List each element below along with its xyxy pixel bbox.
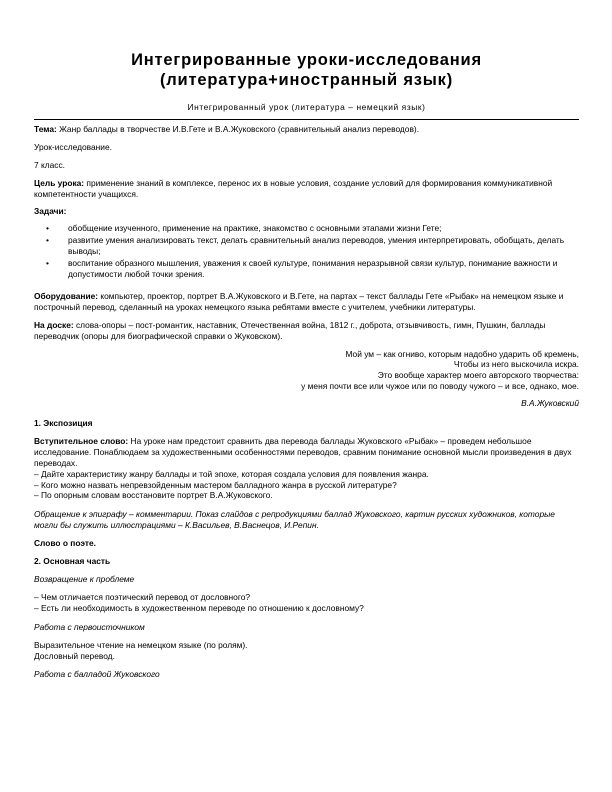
section2-heading: 2. Основная часть (34, 556, 111, 567)
grade: 7 класс. (34, 159, 65, 170)
list-item: • развитие умения анализировать текст, делать сравнительный анализ переводов, умения интерпретировать, обобщать, делать выводы; (68, 235, 579, 257)
lesson-type: Урок-исследование. (34, 141, 112, 152)
document-page (34, 50, 579, 687)
board-label: На доске: (34, 319, 74, 330)
title-line-2: (литература+иностранный язык) (159, 71, 454, 89)
zhukovsky-heading: Работа с балладой Жуковского (34, 669, 160, 680)
source-line: Дословный перевод. (34, 650, 115, 661)
question-line: – Есть ли необходимость в художественном переводе по отношению к дословному? (34, 602, 364, 613)
equipment-text: компьютер, проектор, портрет В.А.Жуковского и В.Гете, на партах – текст баллады Гете «Рыбак» на немецком языке и построчный перевод, сделанный на уроках немецкого языка ребятами вместе с учителем, учебники литературы. (34, 290, 564, 312)
section1-questions (34, 469, 579, 502)
source-lines (34, 640, 579, 662)
problem-questions (34, 592, 579, 614)
question-line: – Дайте характеристику жанру баллады и той эпохе, которая создала условия для появления жанра. (34, 468, 429, 479)
tasks-label: Задачи: (34, 206, 67, 217)
tasks-list (34, 223, 579, 280)
section1-heading: 1. Экспозиция (34, 418, 93, 429)
list-item: • обобщение изученного, применение на практике, знакомство с основными этапами жизни Гете; (68, 223, 579, 234)
epigraph-line: Это вообще характер моего авторского творчества: (377, 370, 579, 381)
problem-heading: Возвращение к проблеме (34, 574, 135, 584)
document-title (34, 50, 579, 90)
epigraph-line: у меня почти все или чужое или по поводу чужого – и все, однако, мое. (301, 381, 579, 392)
divider (34, 119, 579, 120)
list-item: • воспитание образного мышления, уважения к своей культуре, понимания неразрывной связи культур, понимание важности и допустимости любой точки зрения. (68, 258, 579, 280)
board-text: слова-опоры – пост-романтик, наставник, Отечественная война, 1812 г., доброта, отзывчивость, гимн, Пушкин, баллады переводчик (опоры для биографической справки о Жуковском). (34, 319, 546, 341)
goal-label: Цель урока: (34, 177, 85, 188)
title-line-1: Интегрированные уроки-исследования (131, 51, 482, 69)
intro-label: Вступительное слово: (34, 435, 129, 446)
question-line: – Кого можно назвать непревзойденным мастером балладного жанра в русской литературе? (34, 479, 397, 490)
intro-text: На уроке нам предстоит сравнить два перевода баллады Жуковского «Рыбак» – проведем небольшое исследование. Понаблюдаем за художественными особенностями переводов, сравним понимание основной мысли произведения в двух переводах. (34, 435, 572, 468)
epigraph-note: Обращение к эпиграфу – комментарии. Показ слайдов с репродукциями баллад Жуковского, картин русских художников, которые могли бы служить иллюстрациями – К.Васильев, В.Васнецов, И.Репин. (34, 509, 555, 531)
epigraph-line: Мой ум – как огниво, которым надобно ударить об кремень, (345, 348, 579, 359)
goal-text: применение знаний в комплексе, перенос их в новые условия, создание условий для формирования коммуникативной компетентности учащихся. (34, 177, 553, 199)
epigraph-author: В.А.Жуковский (521, 398, 579, 409)
poet-word: Слово о поэте. (34, 538, 96, 549)
board-paragraph (34, 320, 579, 342)
epigraph-line: Чтобы из него выскочила искра. (453, 359, 579, 370)
question-line: – Чем отличается поэтический перевод от дословного? (34, 591, 251, 602)
equipment-label: Оборудование: (34, 290, 99, 301)
topic-text: Жанр баллады в творчестве И.В.Гете и В.А.Жуковского (сравнительный анализ переводов). (56, 123, 420, 134)
goal-paragraph (34, 178, 579, 200)
source-line: Выразительное чтение на немецком языке (по ролям). (34, 639, 248, 650)
epigraph (34, 349, 579, 393)
topic-label: Тема: (34, 123, 57, 134)
topic-paragraph (34, 124, 579, 135)
equipment-paragraph (34, 291, 579, 313)
source-heading: Работа с первоисточником (34, 621, 145, 632)
intro-paragraph (34, 436, 579, 469)
question-line: – По опорным словам восстановите портрет В.А.Жуковского. (34, 490, 273, 501)
document-subtitle: Интегрированный урок (литература – немецкий язык) (187, 102, 426, 112)
